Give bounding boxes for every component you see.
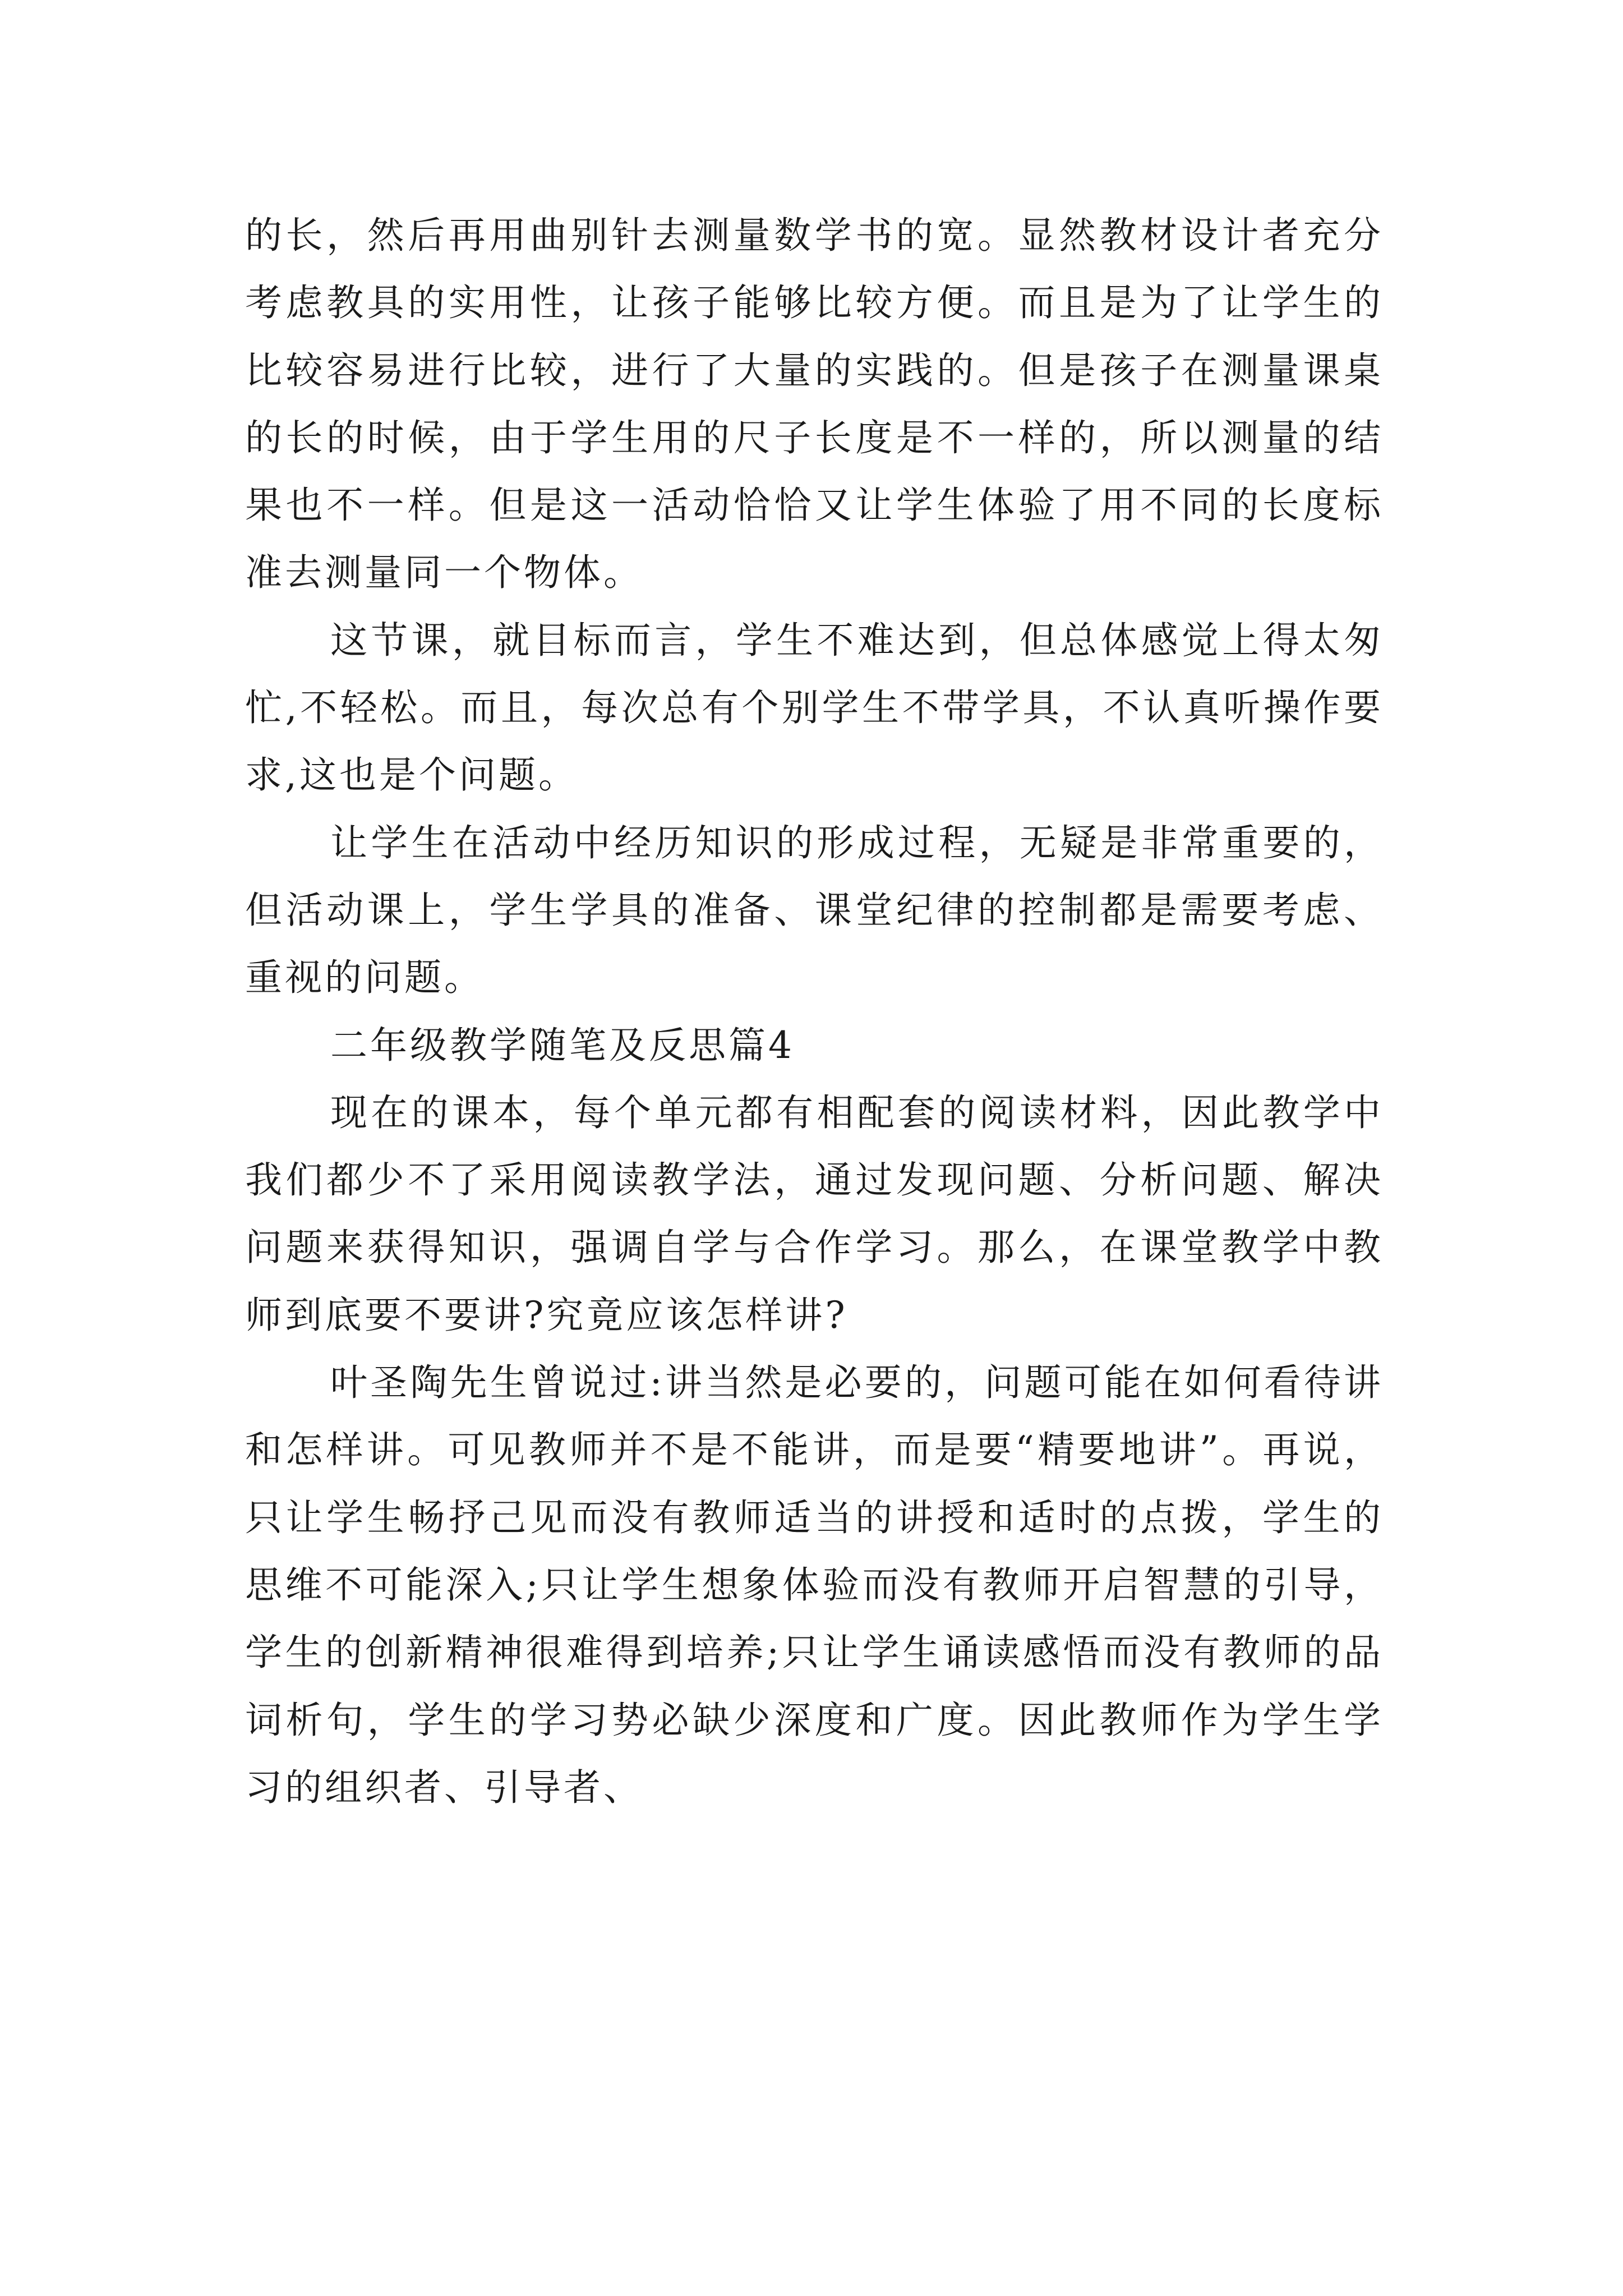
- paragraph-reading-materials: 现在的课本，每个单元都有相配套的阅读材料，因此教学中我们都少不了采用阅读教学法，通过发现问题、分析问题、解决问题来获得知识，强调自学与合作学习。那么，在课堂教学中教师到底要不要讲?究竟应该怎样讲?: [245, 1091, 1384, 1337]
- paragraph-lesson-reflection: 这节课，就目标而言，学生不难达到，但总体感觉上得太匆忙,不轻松。而且，每次总有个别学生不带学具，不认真听操作要求,这也是个问题。: [245, 618, 1384, 797]
- paragraph-ye-shengtao: 叶圣陶先生曾说过:讲当然是必要的，问题可能在如何看待讲和怎样讲。可见教师并不是不能讲，而是要“精要地讲”。再说，只让学生畅抒己见而没有教师适当的讲授和适时的点拨，学生的思维不可能深入;只让学生想象体验而没有教师开启智慧的引导，学生的创新精神很难得到培养;只让学生诵读感悟而没有教师的品词析句，学生的学习势必缺少深度和广度。因此教师作为学生学习的组织者、引导者、: [245, 1361, 1384, 1809]
- section-heading: 二年级教学随笔及反思篇4: [330, 1023, 795, 1067]
- paragraph-activity-learning: 让学生在活动中经历知识的形成过程，无疑是非常重要的，但活动课上，学生学具的准备、课堂纪律的控制都是需要考虑、重视的问题。: [245, 821, 1384, 1000]
- document-body: [245, 202, 1384, 1821]
- paragraph-continued: 的长，然后再用曲别针去测量数学书的宽。显然教材设计者充分考虑教具的实用性，让孩子能够比较方便。而且是为了让学生的比较容易进行比较，进行了大量的实践的。但是孩子在测量课桌的长的时候，由于学生用的尺子长度是不一样的，所以测量的结果也不一样。但是这一活动恰恰又让学生体验了用不同的长度标准去测量同一个物体。: [245, 214, 1384, 595]
